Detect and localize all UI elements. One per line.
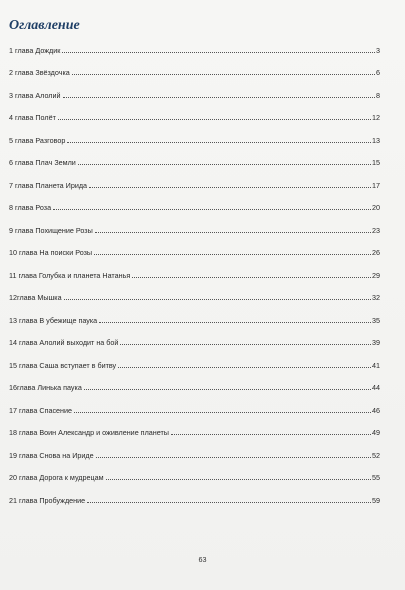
toc-entry <box>9 482 380 505</box>
toc-entry-page: 17 <box>372 180 380 190</box>
toc-entry <box>9 55 380 78</box>
toc-entry-title: 5 глава Разговор <box>9 135 66 145</box>
toc-entry-page: 46 <box>372 405 380 415</box>
toc-entry-title: 20 глава Дорога к мудрецам <box>9 473 104 482</box>
toc-entry-title: 11 глава Голубка и планета Натанья <box>9 270 131 280</box>
toc-entry-page: 39 <box>372 338 380 347</box>
toc-entry-title: 3 глава Алолий <box>9 90 61 100</box>
toc-entry-title: 21 глава Пробуждение <box>9 495 86 505</box>
dot-leader <box>132 277 371 278</box>
table-of-contents <box>9 32 380 505</box>
dot-leader <box>106 479 371 480</box>
toc-entry-page: 32 <box>372 293 380 302</box>
dot-leader <box>84 389 371 390</box>
dot-leader <box>67 142 371 143</box>
toc-entry-title: 4 глава Полёт <box>9 113 56 122</box>
dot-leader <box>95 232 371 233</box>
toc-entry <box>9 32 380 55</box>
toc-entry-page: 12 <box>372 113 380 122</box>
toc-entry <box>9 257 380 280</box>
dot-leader <box>63 97 375 98</box>
toc-entry-page: 29 <box>372 270 380 280</box>
toc-entry-page: 3 <box>376 45 380 55</box>
toc-entry-page: 23 <box>372 225 380 235</box>
toc-entry-page: 59 <box>372 495 380 505</box>
toc-entry <box>9 280 380 303</box>
toc-entry-page: 6 <box>376 68 380 77</box>
toc-entry-title: 13 глава В убежище паука <box>9 315 98 325</box>
dot-leader <box>89 187 371 188</box>
toc-entry-title: 1 глава Дождик <box>9 45 61 55</box>
toc-entry <box>9 347 380 370</box>
toc-entry-page: 15 <box>372 158 380 167</box>
toc-entry-title: 9 глава Похищение Розы <box>9 225 93 235</box>
dot-leader <box>62 52 375 53</box>
toc-entry <box>9 302 380 325</box>
toc-entry-page: 44 <box>372 383 380 392</box>
toc-entry <box>9 392 380 415</box>
toc-entry <box>9 190 380 213</box>
toc-entry-page: 55 <box>372 473 380 482</box>
page-number: 63 <box>198 555 207 564</box>
dot-leader <box>87 502 371 503</box>
toc-entry-title: 2 глава Звёздочка <box>9 68 70 77</box>
toc-entry <box>9 460 380 483</box>
toc-entry-title: 6 глава Плач Земли <box>9 158 76 167</box>
dot-leader <box>58 119 371 120</box>
dot-leader <box>53 209 371 210</box>
toc-entry-page: 13 <box>372 135 380 145</box>
dot-leader <box>72 74 375 75</box>
toc-entry <box>9 77 380 100</box>
toc-entry-title: 8 глава Роза <box>9 203 52 212</box>
toc-entry-title: 18 глава Воин Александр и оживление планеты <box>9 428 169 437</box>
toc-entry-page: 35 <box>372 315 380 325</box>
dot-leader <box>120 344 371 345</box>
toc-entry-page: 41 <box>372 360 380 370</box>
toc-entry-page: 8 <box>376 90 380 100</box>
toc-entry-title: 12глава Мышка <box>9 293 62 302</box>
dot-leader <box>99 322 371 323</box>
toc-entry-title: 10 глава На поиски Розы <box>9 248 93 257</box>
dot-leader <box>118 367 371 368</box>
toc-entry-title: 16глава Линька паука <box>9 383 82 392</box>
toc-entry-page: 49 <box>372 428 380 437</box>
toc-entry-page: 20 <box>372 203 380 212</box>
toc-entry-title: 14 глава Алолий выходит на бой <box>9 338 119 347</box>
toc-entry <box>9 145 380 168</box>
toc-entry-title: 19 глава Снова на Ириде <box>9 450 94 460</box>
toc-entry-title: 17 глава Спасение <box>9 405 73 415</box>
toc-entry-page: 26 <box>372 248 380 257</box>
toc-entry <box>9 325 380 348</box>
toc-entry <box>9 212 380 235</box>
toc-entry <box>9 415 380 438</box>
toc-entry <box>9 437 380 460</box>
dot-leader <box>96 457 371 458</box>
dot-leader <box>94 254 371 255</box>
toc-entry <box>9 167 380 190</box>
dot-leader <box>74 412 371 413</box>
toc-entry <box>9 235 380 258</box>
toc-entry-page: 52 <box>372 450 380 460</box>
toc-heading: Оглавление <box>9 18 80 33</box>
dot-leader <box>171 434 371 435</box>
toc-entry-title: 7 глава Планета Ирида <box>9 180 88 190</box>
toc-entry <box>9 370 380 393</box>
toc-entry <box>9 100 380 123</box>
toc-entry <box>9 122 380 145</box>
toc-entry-title: 15 глава Саша вступает в битву <box>9 360 117 370</box>
dot-leader <box>64 299 371 300</box>
dot-leader <box>78 164 371 165</box>
